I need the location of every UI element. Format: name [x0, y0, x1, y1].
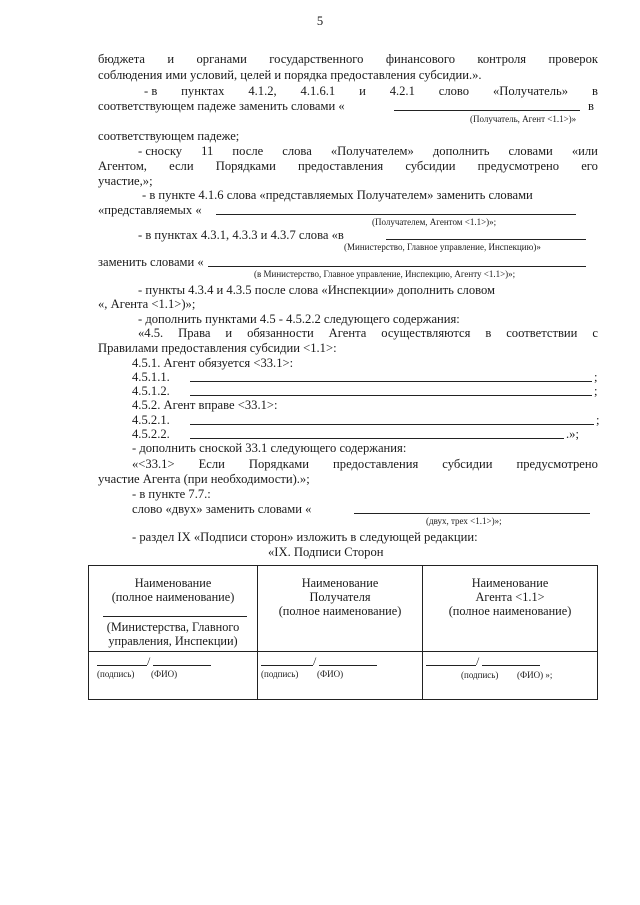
- text-line-1: бюджета и органами государственного финансового контроля проверок: [98, 52, 598, 66]
- text-line-3: - в пунктах 4.1.2, 4.1.6.1 и 4.2.1 слово «Получатель» в: [144, 84, 598, 98]
- text-line-2: соблюдения ими условий, целей и порядка предоставления субсидии.».: [98, 68, 482, 82]
- text-line-29: - раздел IX «Подписи сторон» изложить в следующей редакции:: [132, 530, 478, 544]
- text-line-13: - пункты 4.3.4 и 4.3.5 после слова «Инспекции» дополнить словом: [138, 283, 496, 297]
- text-line-5: соответствующем падеже;: [98, 129, 240, 143]
- page-number: 5: [316, 14, 324, 28]
- text-line-26: участие Агента (при необходимости).»;: [98, 472, 310, 486]
- text-line-7: Агентом, если Порядками предоставления субсидии предусмотрено его: [98, 159, 598, 173]
- hint-line-11: (Министерство, Главное управление, Инспекцию)»: [344, 242, 541, 252]
- text-line-25: «<33.1> Если Порядками предоставления субсидии предусмотрено: [132, 457, 598, 471]
- hint-line-4: (Получатель, Агент <1.1>)»: [470, 114, 577, 124]
- text-line-16: «4.5. Права и обязанности Агента осуществляются в соответствии с: [138, 326, 598, 340]
- text-line-21: 4.5.2. Агент вправе <33.1>:: [132, 398, 278, 412]
- table-cell-ministry: Наименование (полное наименование) (Министерства, Главного управления, Инспекции): [89, 566, 257, 699]
- hint-line-28: (двух, трех <1.1>)»;: [426, 516, 502, 526]
- table-cell-agent: Наименование Агента <1.1> (полное наименование): [448, 576, 572, 618]
- text-line-18: 4.5.1. Агент обязуется <33.1>:: [132, 356, 294, 370]
- text-line-14: «, Агента <1.1>)»;: [98, 297, 196, 311]
- text-line-17: Правилами предоставления субсидии <1.1>:: [98, 341, 337, 355]
- document-page: 5 бюджета и органами государственного финансового контроля проверок соблюдения ими условий, целей и порядка предоставления субсидии.». - в пунктах 4.1.2, 4.1.6.1 и 4.2.1 слово «Получатель» в соответствующем падеже заменить словами « в (Получатель, Агент <1.1>)» соответствующем падеже; - сноску 11 после слова «Получателем» дополнить словами «или Агентом, если Порядками предоставления субсидии предусмотрено его участие,»; - в пункте 4.1.6 слова «представляемых Получателем» заменить словами «представляемых « (Получателем, Агентом <1.1>)»; - в пунктах 4.3.1, 4.3.3 и 4.3.7 слова «в (Министерство, Главное управление, Инспекцию)» заменить словами « (в Министерство, Главное управление, Инспекцию, Агенту <1.1>)»; - пункты 4.3.4 и 4.3.5 после слова «Инспекции» дополнить словом «, Агента <1.1>)»; - дополнить пунктами 4.5 - 4.5.2.2 следующего содержания: «4.5. Права и обязанности Агента осуществляются в соответствии с Правилами предоставления субсидии <1.1>: 4.5.1. Агент обязуется <33.1>: 4.5.1.1. ; 4.5.1.2. ; 4.5.2. Агент вправе <33.1>: 4.5.2.1. ; 4.5.2.2. .»; - дополнить сноской 33.1 следующего содержания: «<33.1> Если Порядками предоставления субсидии предусмотрено участие Агента (при необходимости).»; - в пункте 7.7.: слово «двух» заменить словами « (двух, трех <1.1>)»; - раздел IX «Подписи сторон» изложить в следующей редакции: «IX. Подписи Сторон Наименование (полное наименование) (Министерства, Главного управления, Инспекции) Наименование Получателя (полное наименование) Наименование Агента <1.1> (полное наименование) / (подпись) (ФИО) / (подпись) (ФИО) / (подпись) (ФИО) »;: [0, 0, 640, 905]
- text-line-8: участие,»;: [98, 174, 153, 188]
- text-line-6: - сноску 11 после слова «Получателем» дополнить словами «или: [138, 144, 598, 158]
- text-line-24: - дополнить сноской 33.1 следующего содержания:: [132, 441, 407, 455]
- section-heading: «IX. Подписи Сторон: [268, 545, 384, 559]
- text-line-9: - в пункте 4.1.6 слова «представляемых Получателем» заменить словами: [142, 188, 533, 202]
- table-cell-recipient: Наименование Получателя (полное наименование): [278, 576, 402, 618]
- hint-line-10: (Получателем, Агентом <1.1>)»;: [372, 217, 497, 227]
- text-line-27: - в пункте 7.7.:: [132, 487, 211, 501]
- hint-line-12: (в Министерство, Главное управление, Инспекцию, Агенту <1.1>)»;: [254, 269, 516, 279]
- signatures-table: Наименование (полное наименование) (Министерства, Главного управления, Инспекции) Наименование Получателя (полное наименование) Наименование Агента <1.1> (полное наименование) / (подпись) (ФИО) / (подпись) (ФИО) / (подпись) (ФИО) »;: [88, 565, 598, 700]
- text-line-15: - дополнить пунктами 4.5 - 4.5.2.2 следующего содержания:: [138, 312, 460, 326]
